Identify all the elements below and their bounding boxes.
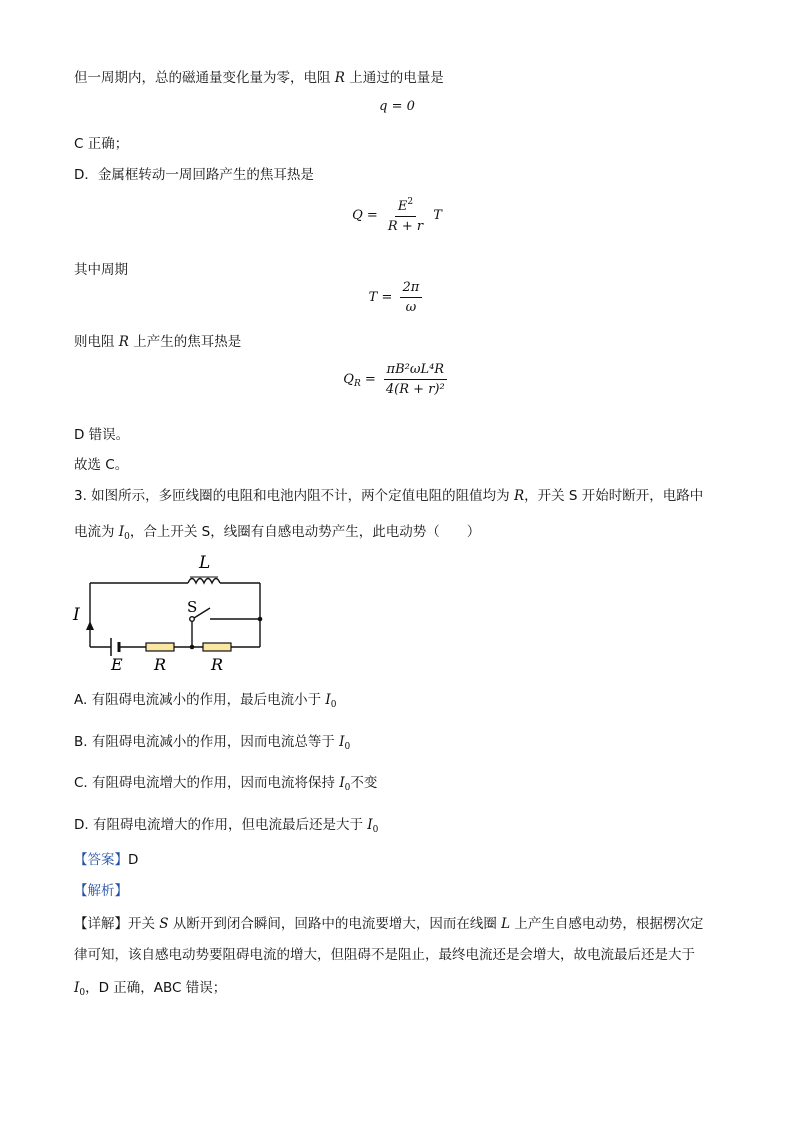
- current-arrow: [86, 621, 94, 630]
- fraction-QR: $\frac{\text{πB²ωL⁴R}}{\text{4(R + r)²}}$: [383, 362, 448, 397]
- label-R2: R: [211, 655, 224, 673]
- answer-value: D: [128, 852, 139, 868]
- option-d[interactable]: D. 有阻碍电流增大的作用，但电流最后还是大于 $I_0$: [74, 817, 379, 835]
- detail-tag: 【详解】: [74, 916, 128, 932]
- detail-line2: 律可知，该自感电动势要阻碍电流的增大，但阻碍不是阻止，最终电流还是会增大，故电流最后还是大于: [74, 947, 695, 963]
- paragraph-flux: 但一周期内，总的磁通量变化量为零，电阻 R 上通过的电量是: [74, 70, 444, 86]
- fraction-2pi-over-omega: $\frac{2\pi}{\omega}$: [400, 280, 423, 315]
- equation-period: T = $\frac{2\pi}{\omega}$: [0, 280, 794, 315]
- c-correct: C 正确；: [74, 136, 129, 152]
- d-wrong: D 错误。: [74, 427, 130, 443]
- option-a[interactable]: A. 有阻碍电流减小的作用，最后电流小于 $I_0$: [74, 692, 337, 710]
- switch-contact: [190, 617, 195, 622]
- equation-QR: $Q_R$ = $\frac{\text{πB²ωL⁴R}}{\text{4(R + r)²}}$: [0, 362, 794, 397]
- option-b[interactable]: B. 有阻碍电流减小的作用，因而电流总等于 $I_0$: [74, 734, 351, 752]
- label-R1: R: [154, 655, 167, 673]
- equation-joule-heat: Q = $\frac{E^2}{R + r}$ T: [352, 197, 442, 234]
- question-3-line2: 电流为 $I_0$，合上开关 S，线圈有自感电动势产生，此电动势（ ）: [74, 524, 481, 542]
- fraction-E2-over-Rr: $\frac{E^2}{R + r}$: [387, 197, 424, 234]
- choose-c: 故选 C。: [74, 457, 129, 473]
- qr-intro: 则电阻 R 上产生的焦耳热是: [74, 334, 242, 350]
- detail-line3: $I_0$，D 正确，ABC 错误；: [74, 980, 227, 998]
- circuit-diagram: [70, 548, 275, 673]
- label-E: E: [111, 655, 123, 673]
- junction-dot-1: [190, 645, 195, 650]
- analysis-tag: 【解析】: [74, 883, 128, 899]
- var-R: R: [334, 70, 345, 86]
- d-intro: D．金属框转动一周回路产生的焦耳热是: [74, 167, 314, 183]
- detail-line1: 【详解】开关 S 从断开到闭合瞬间，回路中的电流要增大，因而在线圈 L 上产生自感电动势，根据楞次定: [74, 916, 704, 932]
- equation-q: q = 0: [379, 99, 415, 114]
- label-S: S: [187, 598, 198, 616]
- junction-dot-2: [258, 617, 263, 622]
- label-I: I: [73, 605, 80, 625]
- resistor-2: [203, 643, 231, 651]
- label-L: L: [199, 553, 211, 573]
- period-label: 其中周期: [74, 262, 128, 278]
- answer-line: [74, 848, 138, 868]
- resistor-1: [146, 643, 174, 651]
- question-3-line1: 3. 如图所示，多匝线圈的电阻和电池内阻不计，两个定值电阻的阻值均为 R，开关 S 开始时断开，电路中: [74, 488, 704, 504]
- answer-tag: 【答案】: [74, 852, 128, 868]
- option-c[interactable]: C. 有阻碍电流增大的作用，因而电流将保持 $I_0$不变: [74, 775, 378, 793]
- inductor-coil: [188, 579, 220, 584]
